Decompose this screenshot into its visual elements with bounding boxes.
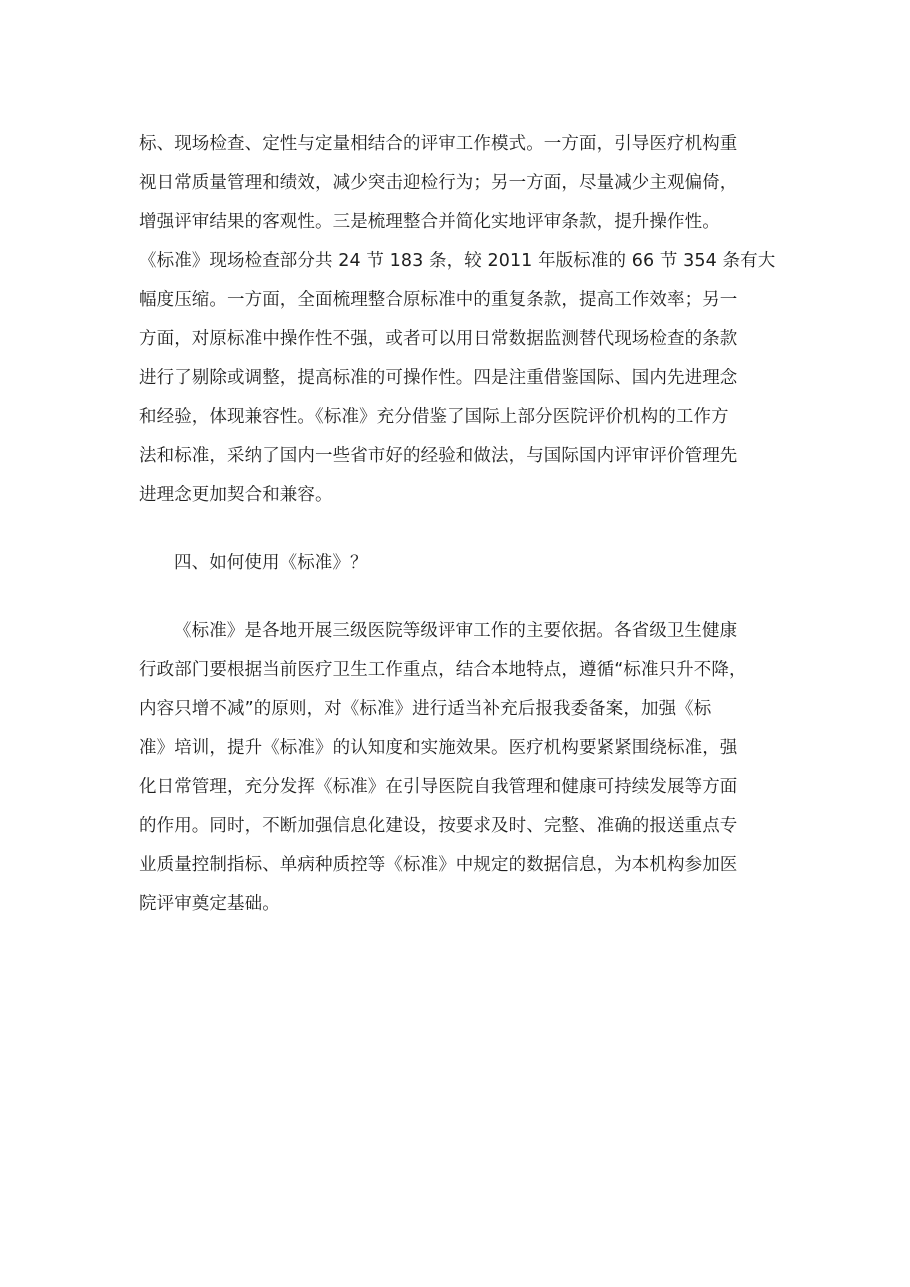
text-line: 幅度压缩。一方面，全面梳理整合原标准中的重复条款，提高工作效率；另一 [139, 290, 738, 310]
text-line: 内容只增不减”的原则，对《标准》进行适当补充后报我委备案，加强《标 [139, 699, 712, 719]
text-line: 准》培训，提升《标准》的认知度和实施效果。医疗机构要紧紧围绕标准，强 [139, 738, 738, 758]
text-line: 化日常管理，充分发挥《标准》在引导医院自我管理和健康可持续发展等方面 [139, 777, 738, 797]
text-line: 视日常质量管理和绩效，减少突击迎检行为；另一方面，尽量减少主观偏倚， [139, 173, 738, 193]
text-line: 方面，对原标准中操作性不强，或者可以用日常数据监测替代现场检查的条款 [139, 329, 738, 349]
text-line: 和经验，体现兼容性。《标准》充分借鉴了国际上部分医院评价机构的工作方 [139, 407, 729, 427]
text-line: 进行了剔除或调整，提高标准的可操作性。四是注重借鉴国际、国内先进理念 [139, 368, 738, 388]
section-heading: 四、如何使用《标准》？ [174, 553, 368, 573]
text-line: 院评审奠定基础。 [139, 894, 280, 914]
paragraph-spacer [139, 515, 779, 544]
document-body [139, 125, 779, 924]
text-line: 《标准》是各地开展三级医院等级评审工作的主要依据。各省级卫生健康 [174, 621, 738, 641]
paragraph-usage [139, 612, 779, 924]
text-line: 业质量控制指标、单病种质控等《标准》中规定的数据信息，为本机构参加医 [139, 855, 738, 875]
text-line: 增强评审结果的客观性。三是梳理整合并简化实地评审条款，提升操作性。 [139, 212, 720, 232]
text-line: 进理念更加契合和兼容。 [139, 485, 333, 505]
text-line: 的作用。同时，不断加强信息化建设，按要求及时、完整、准确的报送重点专 [139, 816, 738, 836]
text-line: 《标准》现场检查部分共 24 节 183 条，较 2011 年版标准的 66 节 354 条有大 [139, 251, 776, 271]
text-line: 法和标准，采纳了国内一些省市好的经验和做法，与国际国内评审评价管理先 [139, 446, 738, 466]
text-line: 标、现场检查、定性与定量相结合的评审工作模式。一方面，引导医疗机构重 [139, 134, 738, 154]
paragraph-continued [139, 125, 779, 515]
paragraph-spacer [139, 583, 779, 612]
text-line: 行政部门要根据当前医疗卫生工作重点，结合本地特点，遵循“标准只升不降， [139, 660, 747, 680]
